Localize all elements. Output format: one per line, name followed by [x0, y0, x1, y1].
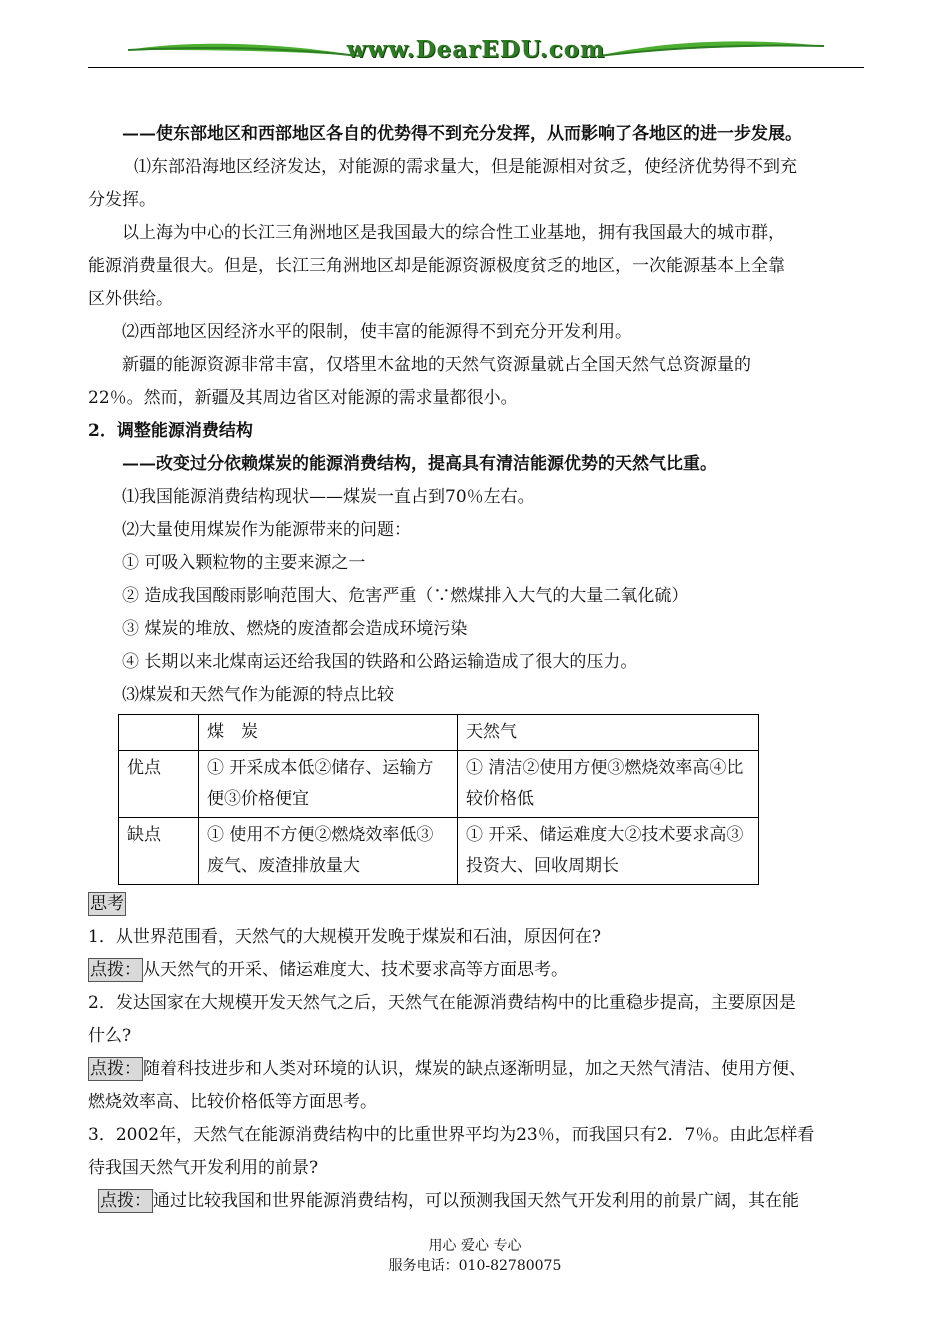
table-header-cell: 天然气	[458, 715, 759, 751]
footer-slogan: 用心 爱心 专心	[428, 1238, 522, 1254]
think-label: 思考	[90, 894, 124, 914]
paragraph-yangtze: 以上海为中心的长江三角洲地区是我国最大的综合性工业基地，拥有我国最大的城市群，	[122, 223, 785, 243]
table-row	[119, 818, 759, 885]
site-logo: www.DearEDU.com	[346, 36, 606, 63]
page-header	[88, 34, 864, 68]
think-label-line	[88, 888, 864, 921]
document-body	[88, 118, 864, 1218]
answer-3	[88, 1185, 864, 1218]
list-item: ① 可吸入颗粒物的主要来源之一	[122, 553, 366, 573]
hint-label: 点拨：	[90, 1059, 141, 1079]
page-footer	[0, 1236, 950, 1276]
hint-label: 点拨：	[100, 1191, 151, 1211]
answer-2-cont: 燃烧效率高、比较价格低等方面思考。	[88, 1092, 377, 1112]
paragraph-summary-2: ——改变过分依赖煤炭的能源消费结构，提高具有清洁能源优势的天然气比重。	[122, 454, 717, 474]
paragraph-east: ⑴东部沿海地区经济发达，对能源的需求量大，但是能源相对贫乏，使经济优势得不到充	[134, 157, 797, 177]
paragraph-summary-1: ——使东部地区和西部地区各自的优势得不到充分发挥，从而影响了各地区的进一步发展。	[122, 124, 802, 144]
table-row	[119, 751, 759, 818]
paragraph-structure: ⑴我国能源消费结构现状——煤炭一直占到70％左右。	[122, 487, 535, 507]
paragraph-yangtze-cont2: 区外供给。	[88, 289, 173, 309]
paragraph-xinjiang: 新疆的能源资源非常丰富，仅塔里木盆地的天然气资源量就占全国天然气总资源量的	[122, 355, 751, 375]
list-item: ② 造成我国酸雨影响范围大、危害严重（∵燃煤排入大气的大量二氧化硫）	[122, 586, 689, 606]
list-item: ③ 煤炭的堆放、燃烧的废渣都会造成环境污染	[122, 619, 468, 639]
table-header-cell	[119, 715, 199, 751]
list-item: ④ 长期以来北煤南运还给我国的铁路和公路运输造成了很大的压力。	[122, 652, 638, 672]
paragraph-xinjiang-cont: 22％。然而，新疆及其周边省区对能源的需求量都很小。	[88, 388, 518, 408]
paragraph-yangtze-cont1: 能源消费量很大。但是，长江三角洲地区却是能源资源极度贫乏的地区，一次能源基本上全靠	[88, 256, 785, 276]
question-1: 1．从世界范围看，天然气的大规模开发晚于煤炭和石油，原因何在?	[88, 927, 601, 947]
paragraph-compare: ⑶煤炭和天然气作为能源的特点比较	[122, 685, 394, 705]
header-divider	[88, 67, 864, 68]
coal-cell: ① 开采成本低②储存、运输方便③价格便宜	[199, 751, 458, 818]
paragraph-east-cont: 分发挥。	[88, 190, 156, 210]
question-3-cont: 待我国天然气开发利用的前景?	[88, 1158, 319, 1178]
gas-cell: ① 清洁②使用方便③燃烧效率高④比较价格低	[458, 751, 759, 818]
answer-2-text: 随着科技进步和人类对环境的认识，煤炭的缺点逐渐明显，加之天然气清洁、使用方便、	[143, 1059, 806, 1079]
answer-2	[88, 1053, 864, 1086]
gas-cell: ① 开采、储运难度大②技术要求高③投资大、回收周期长	[458, 818, 759, 885]
answer-3-text: 通过比较我国和世界能源消费结构，可以预测我国天然气开发利用的前景广阔，其在能	[153, 1191, 799, 1211]
question-2: 2．发达国家在大规模开发天然气之后，天然气在能源消费结构中的比重稳步提高，主要原因是	[88, 993, 796, 1013]
hint-label: 点拨：	[90, 960, 141, 980]
answer-1-text: 从天然气的开采、储运难度大、技术要求高等方面思考。	[143, 960, 568, 980]
section-heading-2: 2．调整能源消费结构	[88, 421, 253, 441]
comparison-table	[118, 714, 759, 885]
coal-cell: ① 使用不方便②燃烧效率低③废气、废渣排放量大	[199, 818, 458, 885]
question-3: 3．2002年，天然气在能源消费结构中的比重世界平均为23％，而我国只有2．7％。由此怎样看	[88, 1125, 815, 1145]
paragraph-west: ⑵西部地区因经济水平的限制，使丰富的能源得不到充分开发利用。	[122, 322, 632, 342]
question-2-cont: 什么?	[88, 1026, 132, 1046]
row-label: 缺点	[119, 818, 199, 885]
paragraph-problems: ⑵大量使用煤炭作为能源带来的问题：	[122, 520, 411, 540]
table-header-cell: 煤 炭	[199, 715, 458, 751]
footer-phone: 服务电话：010-82780075	[388, 1258, 562, 1274]
table-header-row	[119, 715, 759, 751]
row-label: 优点	[119, 751, 199, 818]
answer-1	[88, 954, 864, 987]
